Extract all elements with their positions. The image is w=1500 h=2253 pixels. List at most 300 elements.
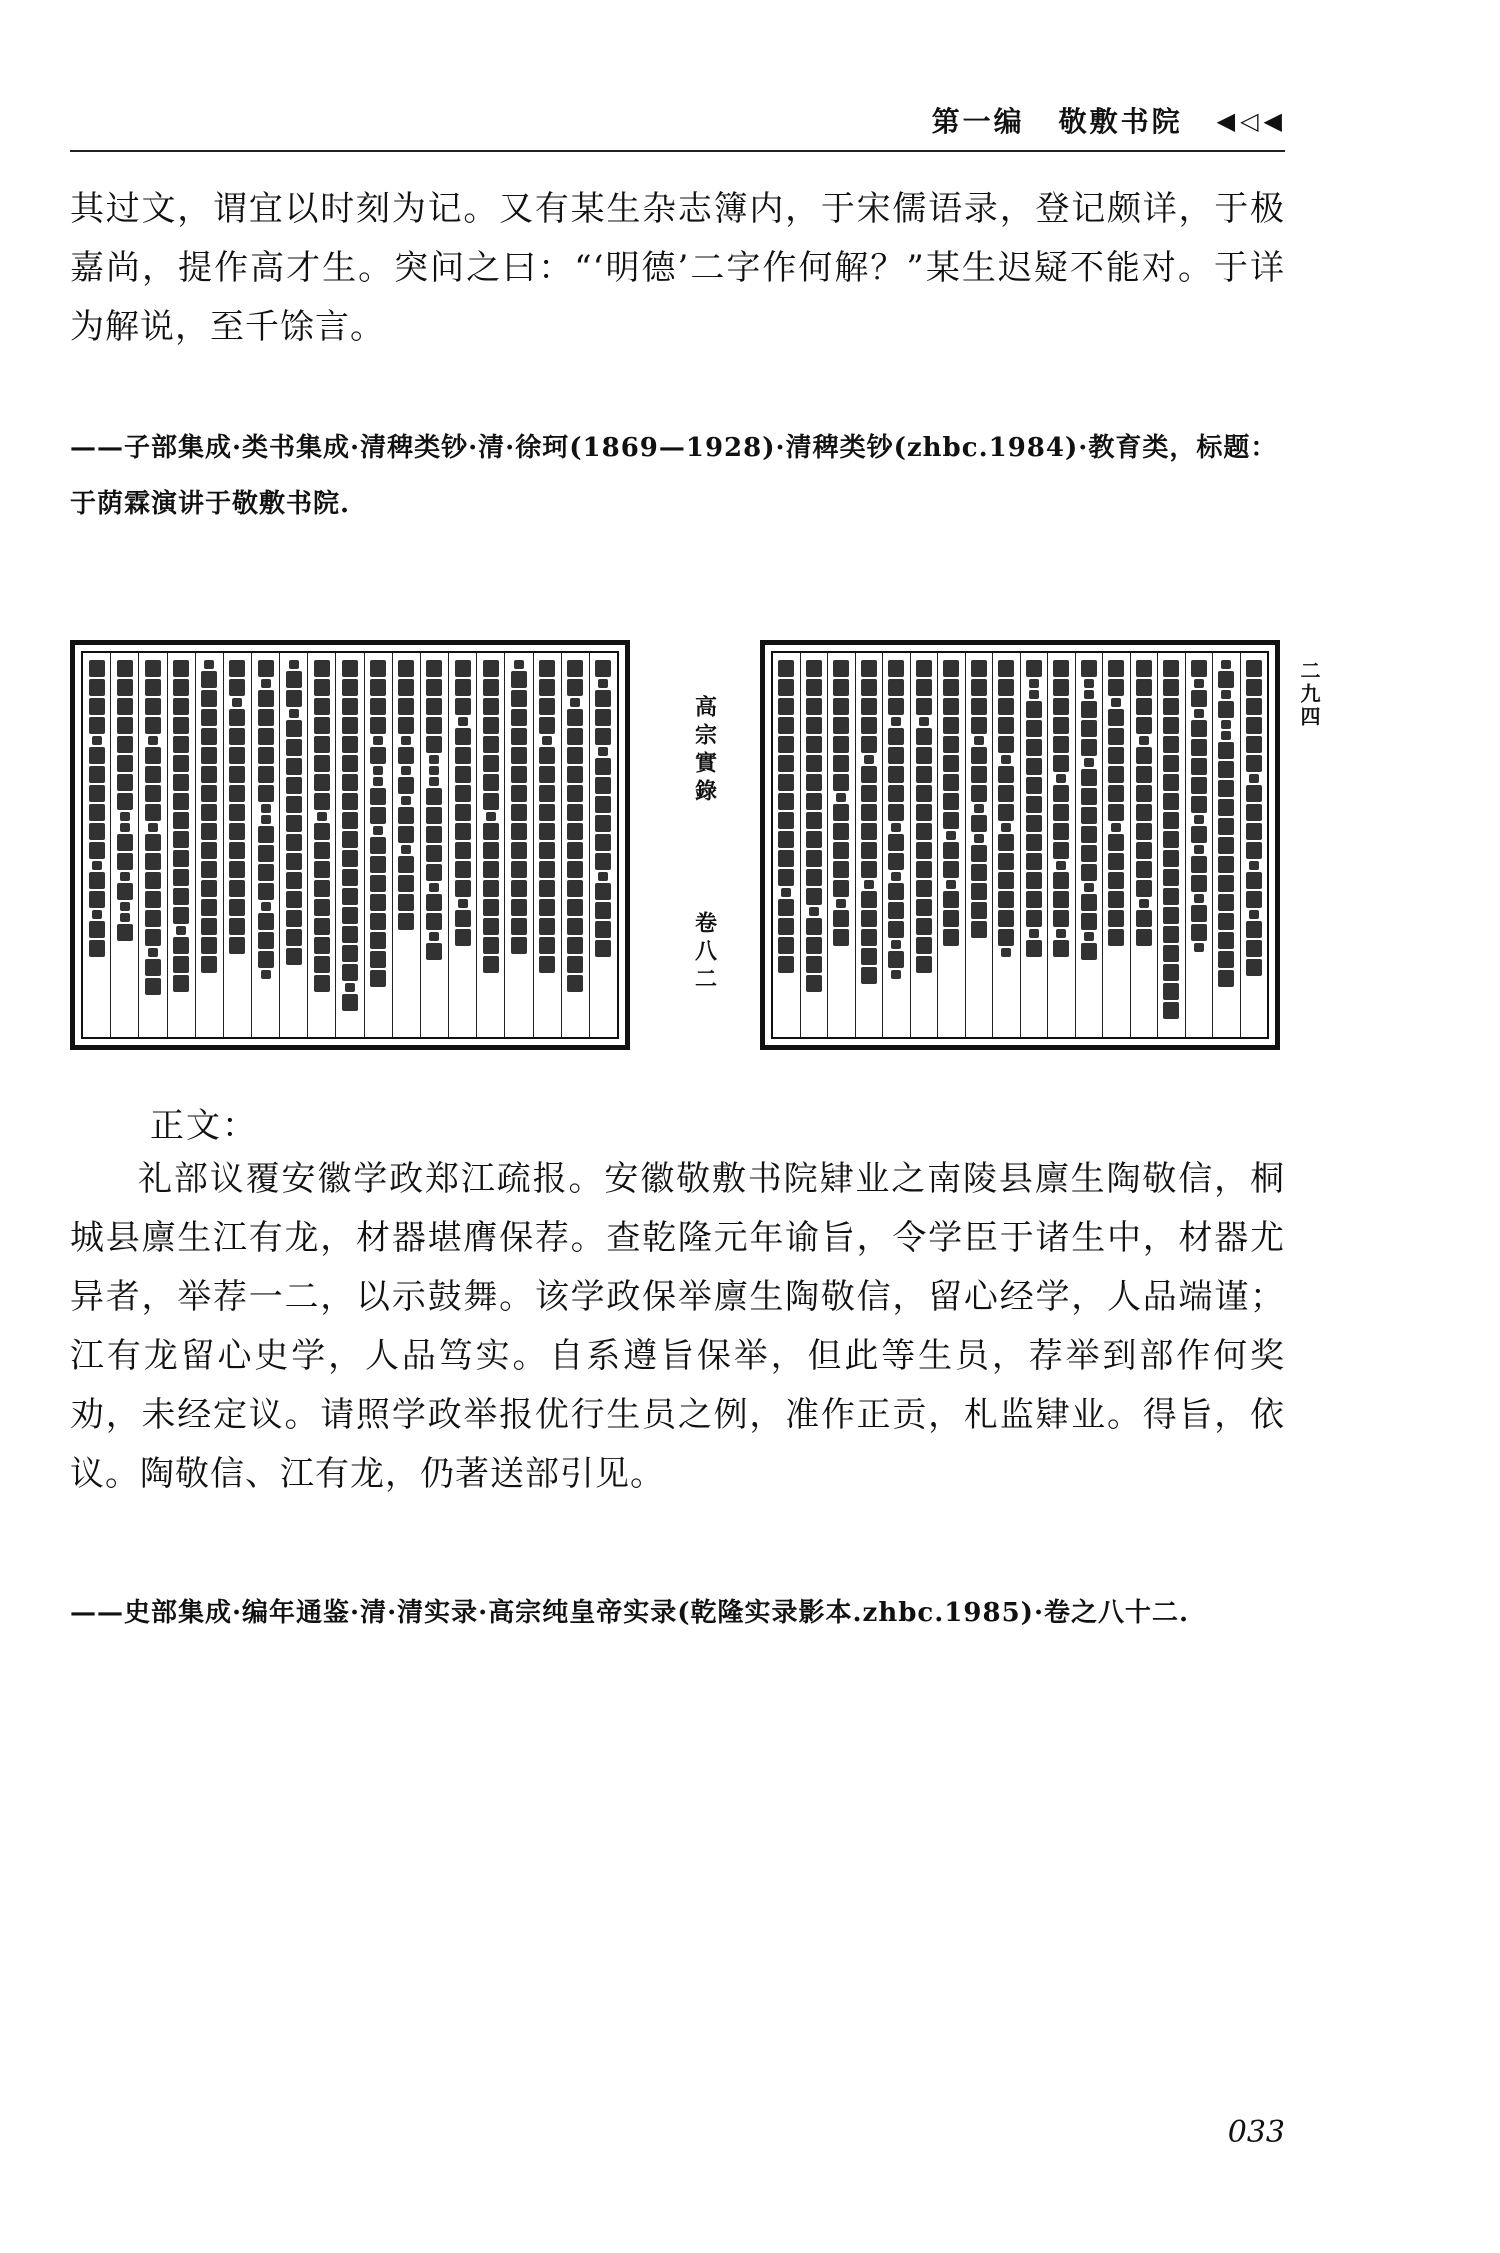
scan-glyph	[1136, 910, 1152, 927]
scan-glyph	[778, 937, 794, 954]
scan-glyph	[426, 698, 442, 715]
scan-glyph	[943, 698, 959, 715]
scan-glyph	[229, 880, 245, 897]
scan-glyph	[916, 861, 932, 878]
scan-glyph	[426, 736, 442, 753]
scan-text-column	[392, 653, 420, 1037]
scan-glyph	[1218, 856, 1234, 873]
scan-glyph	[998, 785, 1014, 802]
scan-glyph	[342, 907, 358, 924]
scan-glyph	[258, 747, 274, 764]
scan-glyph	[971, 679, 987, 696]
scan-glyph	[836, 899, 846, 908]
scan-glyph	[483, 956, 499, 973]
scan-glyph	[1218, 780, 1234, 797]
scan-glyph	[1056, 929, 1066, 938]
scan-glyph	[806, 717, 822, 734]
scan-glyph	[567, 956, 583, 973]
scan-glyph	[1056, 861, 1066, 870]
scan-glyph	[1026, 815, 1042, 832]
scan-glyph	[286, 739, 302, 756]
scanned-document-image	[70, 635, 1321, 1055]
scan-glyph	[595, 690, 611, 707]
scan-glyph	[145, 872, 161, 889]
scan-glyph	[314, 899, 330, 916]
scan-glyph	[229, 861, 245, 878]
scan-glyph	[455, 880, 471, 897]
scan-glyph	[92, 861, 102, 870]
scan-glyph	[342, 964, 358, 981]
left-triangle-icon: ◀	[1216, 105, 1239, 135]
scan-glyph	[806, 812, 822, 829]
scan-glyph	[511, 785, 527, 802]
scan-glyph	[1136, 804, 1152, 821]
scan-glyph	[1218, 799, 1234, 816]
scan-glyph	[314, 918, 330, 935]
scan-glyph	[511, 690, 527, 707]
scan-glyph	[1163, 888, 1179, 905]
scan-text-column	[1075, 653, 1103, 1037]
scan-glyph	[511, 747, 527, 764]
scan-glyph	[511, 671, 527, 688]
scan-glyph	[148, 736, 158, 745]
scan-glyph	[888, 660, 904, 677]
scan-glyph	[204, 660, 214, 669]
scan-glyph	[483, 880, 499, 897]
scan-glyph	[861, 823, 877, 840]
scan-glyph	[974, 834, 984, 843]
scan-glyph	[89, 766, 105, 783]
scan-glyph	[916, 899, 932, 916]
scan-glyph	[595, 921, 611, 938]
scan-glyph	[778, 717, 794, 734]
scan-glyph	[145, 929, 161, 946]
scan-glyph	[314, 698, 330, 715]
scan-glyph	[401, 845, 411, 854]
scan-glyph	[314, 956, 330, 973]
scan-glyph	[1136, 717, 1152, 734]
scan-glyph	[201, 937, 217, 954]
scan-glyph	[1246, 891, 1262, 908]
scan-glyph	[286, 690, 302, 707]
scan-glyph	[455, 823, 471, 840]
scan-glyph	[370, 717, 386, 734]
scan-glyph	[370, 951, 386, 968]
scan-text-column	[307, 653, 335, 1037]
scan-glyph	[943, 861, 959, 878]
scan-text-column	[335, 653, 363, 1037]
scan-glyph	[567, 785, 583, 802]
scan-glyph	[511, 766, 527, 783]
scan-glyph	[201, 690, 217, 707]
scan-glyph	[888, 853, 904, 870]
scan-glyph	[455, 766, 471, 783]
scan-glyph	[483, 755, 499, 772]
scan-glyph	[888, 747, 904, 764]
scan-glyph	[1084, 679, 1094, 688]
scan-glyph	[1136, 861, 1152, 878]
scan-glyph	[173, 850, 189, 867]
scan-glyph	[314, 736, 330, 753]
scan-glyph	[1108, 747, 1124, 764]
scan-glyph	[201, 785, 217, 802]
scan-glyph	[201, 804, 217, 821]
scan-glyph	[1081, 807, 1097, 824]
scan-glyph	[258, 913, 274, 930]
scan-glyph	[1053, 891, 1069, 908]
scan-glyph	[806, 679, 822, 696]
scan-glyph	[1026, 872, 1042, 889]
scan-text-column	[992, 653, 1020, 1037]
scan-glyph	[229, 804, 245, 821]
scan-glyph	[806, 888, 822, 905]
scan-glyph	[971, 785, 987, 802]
scan-glyph	[173, 956, 189, 973]
scan-glyph	[943, 929, 959, 946]
scan-glyph	[971, 902, 987, 919]
scan-glyph	[806, 736, 822, 753]
scan-glyph	[342, 755, 358, 772]
scan-glyph	[314, 660, 330, 677]
scan-glyph	[998, 891, 1014, 908]
scan-glyph	[145, 978, 161, 995]
scan-glyph	[398, 807, 414, 824]
scan-text-column	[420, 653, 448, 1037]
scan-glyph	[1246, 755, 1262, 772]
scan-glyph	[1163, 660, 1179, 677]
scan-glyph	[1194, 943, 1204, 952]
scan-glyph	[916, 785, 932, 802]
scan-glyph	[289, 709, 299, 718]
scan-glyph	[1221, 690, 1231, 699]
scan-glyph	[429, 755, 439, 764]
scan-glyph	[229, 709, 245, 726]
scan-glyph	[258, 826, 274, 843]
scan-glyph	[1218, 932, 1234, 949]
scan-glyph	[455, 804, 471, 821]
scan-glyph	[117, 717, 133, 734]
scan-glyph	[92, 910, 102, 919]
scan-glyph	[1084, 758, 1094, 767]
scan-glyph	[888, 766, 904, 783]
scan-page-mark: 二九四	[1297, 660, 1321, 729]
scan-glyph	[1246, 940, 1262, 957]
scan-glyph	[173, 736, 189, 753]
scan-glyph	[1081, 864, 1097, 881]
scan-glyph	[806, 937, 822, 954]
scan-glyph	[201, 956, 217, 973]
scan-glyph	[778, 698, 794, 715]
scan-glyph	[173, 831, 189, 848]
scan-glyph	[1053, 785, 1069, 802]
scan-glyph	[89, 679, 105, 696]
scan-glyph	[595, 883, 611, 900]
scan-glyph	[483, 774, 499, 791]
scan-glyph	[120, 823, 130, 832]
scan-glyph	[314, 975, 330, 992]
scan-text-column	[773, 653, 800, 1037]
scan-glyph	[539, 766, 555, 783]
scan-glyph	[998, 766, 1014, 783]
scan-glyph	[998, 853, 1014, 870]
scan-glyph	[120, 902, 130, 911]
scan-glyph	[778, 831, 794, 848]
scan-text-column	[965, 653, 993, 1037]
scan-glyph	[1191, 660, 1207, 677]
scan-glyph	[1108, 891, 1124, 908]
scan-glyph	[539, 660, 555, 677]
scan-glyph	[1084, 883, 1094, 892]
scan-glyph	[261, 679, 271, 688]
scan-glyph	[1163, 964, 1179, 981]
scan-glyph	[342, 994, 358, 1011]
scan-glyph	[173, 755, 189, 772]
scan-glyph	[1136, 842, 1152, 859]
scan-text-column	[827, 653, 855, 1037]
scan-glyph	[567, 679, 583, 696]
scan-glyph	[1221, 660, 1231, 669]
scan-glyph	[1194, 845, 1204, 854]
scan-glyph	[891, 970, 901, 979]
scan-glyph	[567, 766, 583, 783]
scan-text-column	[167, 653, 195, 1037]
scan-glyph	[261, 815, 271, 824]
scan-glyph	[1191, 739, 1207, 756]
scan-glyph	[286, 872, 302, 889]
scan-glyph	[1026, 853, 1042, 870]
scan-text-column	[1020, 653, 1048, 1037]
scan-glyph	[314, 842, 330, 859]
scan-glyph	[232, 698, 242, 707]
citation-2: ——史部集成·编年通鉴·清·清实录·高宗纯皇帝实录(乾隆实录影本.zhbc.1985)·卷之八十二.	[70, 1598, 1190, 1628]
scan-glyph	[145, 891, 161, 908]
scan-glyph	[258, 845, 274, 862]
scan-glyph	[595, 777, 611, 794]
scan-glyph	[888, 785, 904, 802]
spine-volume: 卷八二	[691, 911, 718, 995]
scan-glyph	[1026, 758, 1042, 775]
scan-glyph	[229, 747, 245, 764]
scan-glyph	[258, 728, 274, 745]
scan-glyph	[778, 869, 794, 886]
scan-glyph	[861, 698, 877, 715]
scan-glyph	[1081, 826, 1097, 843]
scan-glyph	[483, 918, 499, 935]
scan-glyph	[1053, 736, 1069, 753]
scan-glyph	[89, 823, 105, 840]
scan-glyph	[888, 921, 904, 938]
scan-glyph	[201, 728, 217, 745]
scan-glyph	[1246, 823, 1262, 840]
scan-glyph	[1056, 774, 1066, 783]
scan-glyph	[201, 766, 217, 783]
scan-glyph	[1029, 679, 1039, 688]
scan-glyph	[1191, 690, 1207, 707]
scan-glyph	[1194, 894, 1204, 903]
scan-glyph	[778, 755, 794, 772]
scan-glyph	[971, 921, 987, 938]
scan-glyph	[117, 853, 133, 870]
scan-glyph	[861, 766, 877, 783]
scan-glyph	[258, 690, 274, 707]
scan-glyph	[539, 937, 555, 954]
scan-glyph	[1081, 720, 1097, 737]
scan-glyph	[117, 736, 133, 753]
scan-glyph	[833, 736, 849, 753]
scan-glyph	[833, 755, 849, 772]
scan-glyph	[201, 842, 217, 859]
scan-glyph	[286, 853, 302, 870]
scan-glyph	[806, 755, 822, 772]
scan-glyph	[916, 728, 932, 745]
scan-glyph	[426, 943, 442, 960]
scan-glyph	[373, 777, 383, 786]
scan-glyph	[598, 679, 608, 688]
scan-glyph	[888, 698, 904, 715]
scan-glyph	[943, 793, 959, 810]
scan-glyph	[778, 793, 794, 810]
scan-glyph	[258, 785, 274, 802]
scan-glyph	[888, 902, 904, 919]
running-header	[932, 100, 1285, 140]
scan-glyph	[286, 720, 302, 737]
scan-glyph	[1026, 940, 1042, 957]
scan-glyph	[89, 747, 105, 764]
scan-glyph	[455, 660, 471, 677]
scan-left-page	[70, 640, 630, 1050]
scan-glyph	[173, 774, 189, 791]
scan-glyph	[861, 842, 877, 859]
scan-glyph	[778, 736, 794, 753]
scan-glyph	[426, 826, 442, 843]
scan-glyph	[398, 660, 414, 677]
scan-glyph	[806, 869, 822, 886]
scan-glyph	[286, 815, 302, 832]
scan-glyph	[145, 910, 161, 927]
scan-glyph	[998, 679, 1014, 696]
scan-glyph	[455, 785, 471, 802]
scan-glyph	[1163, 945, 1179, 962]
header-marks	[1217, 106, 1285, 135]
scan-glyph	[1026, 891, 1042, 908]
scan-glyph	[778, 660, 794, 677]
scan-glyph	[1081, 660, 1097, 677]
scan-glyph	[861, 967, 877, 984]
scan-glyph	[888, 804, 904, 821]
scan-glyph	[458, 899, 468, 908]
scan-glyph	[286, 948, 302, 965]
scan-glyph	[809, 907, 819, 916]
scan-glyph	[89, 842, 105, 859]
scan-glyph	[1191, 777, 1207, 794]
scan-glyph	[120, 913, 130, 922]
scan-glyph	[370, 913, 386, 930]
scan-glyph	[314, 937, 330, 954]
scan-glyph	[258, 660, 274, 677]
scan-glyph	[1218, 818, 1234, 835]
scan-glyph	[778, 812, 794, 829]
scan-glyph	[148, 823, 158, 832]
scan-glyph	[916, 766, 932, 783]
scan-glyph	[836, 793, 846, 802]
scan-glyph	[888, 951, 904, 968]
scan-glyph	[1163, 793, 1179, 810]
scan-glyph	[1191, 905, 1207, 922]
scan-glyph	[201, 861, 217, 878]
scan-glyph	[89, 921, 105, 938]
scan-glyph	[1084, 690, 1094, 699]
scan-glyph	[511, 937, 527, 954]
scan-glyph	[943, 910, 959, 927]
scan-text-column	[476, 653, 504, 1037]
scan-glyph	[916, 804, 932, 821]
scan-glyph	[173, 975, 189, 992]
scan-glyph	[455, 679, 471, 696]
scan-glyph	[173, 717, 189, 734]
scan-glyph	[861, 910, 877, 927]
scan-glyph	[1163, 926, 1179, 943]
scan-glyph	[1218, 742, 1234, 759]
scan-glyph	[398, 894, 414, 911]
scan-glyph	[1163, 850, 1179, 867]
scan-glyph	[1194, 709, 1204, 718]
scan-glyph	[342, 736, 358, 753]
scan-glyph	[258, 932, 274, 949]
scan-glyph	[778, 774, 794, 791]
scan-glyph	[342, 774, 358, 791]
scan-glyph	[542, 736, 552, 745]
scan-glyph	[1136, 929, 1152, 946]
scan-text-column	[882, 653, 910, 1037]
scan-glyph	[229, 660, 245, 677]
scan-glyph	[1249, 910, 1259, 919]
scan-glyph	[595, 853, 611, 870]
scan-glyph	[864, 755, 874, 764]
scan-glyph	[1191, 758, 1207, 775]
scan-glyph	[539, 823, 555, 840]
scan-glyph	[567, 709, 583, 726]
scan-glyph	[342, 945, 358, 962]
scan-glyph	[455, 910, 471, 927]
scan-glyph	[117, 774, 133, 791]
scan-text-column	[1212, 653, 1240, 1037]
scan-glyph	[173, 698, 189, 715]
scan-glyph	[201, 880, 217, 897]
scan-glyph	[342, 869, 358, 886]
scan-glyph	[426, 788, 442, 805]
scan-glyph	[286, 910, 302, 927]
scan-glyph	[998, 736, 1014, 753]
scan-glyph	[229, 823, 245, 840]
scan-glyph	[286, 796, 302, 813]
scan-glyph	[145, 804, 161, 821]
scan-glyph	[1108, 929, 1124, 946]
scan-glyph	[1163, 736, 1179, 753]
scan-glyph	[1246, 698, 1262, 715]
scan-glyph	[314, 861, 330, 878]
scan-glyph	[778, 956, 794, 973]
scan-glyph	[1053, 717, 1069, 734]
scan-right-page	[760, 640, 1280, 1050]
scan-glyph	[342, 660, 358, 677]
scan-glyph	[429, 766, 439, 775]
header-part: 第一编	[931, 105, 1025, 138]
scan-glyph	[258, 766, 274, 783]
scan-text-column	[251, 653, 279, 1037]
scan-glyph	[314, 717, 330, 734]
scan-glyph	[1108, 709, 1124, 726]
scan-glyph	[1191, 720, 1207, 737]
